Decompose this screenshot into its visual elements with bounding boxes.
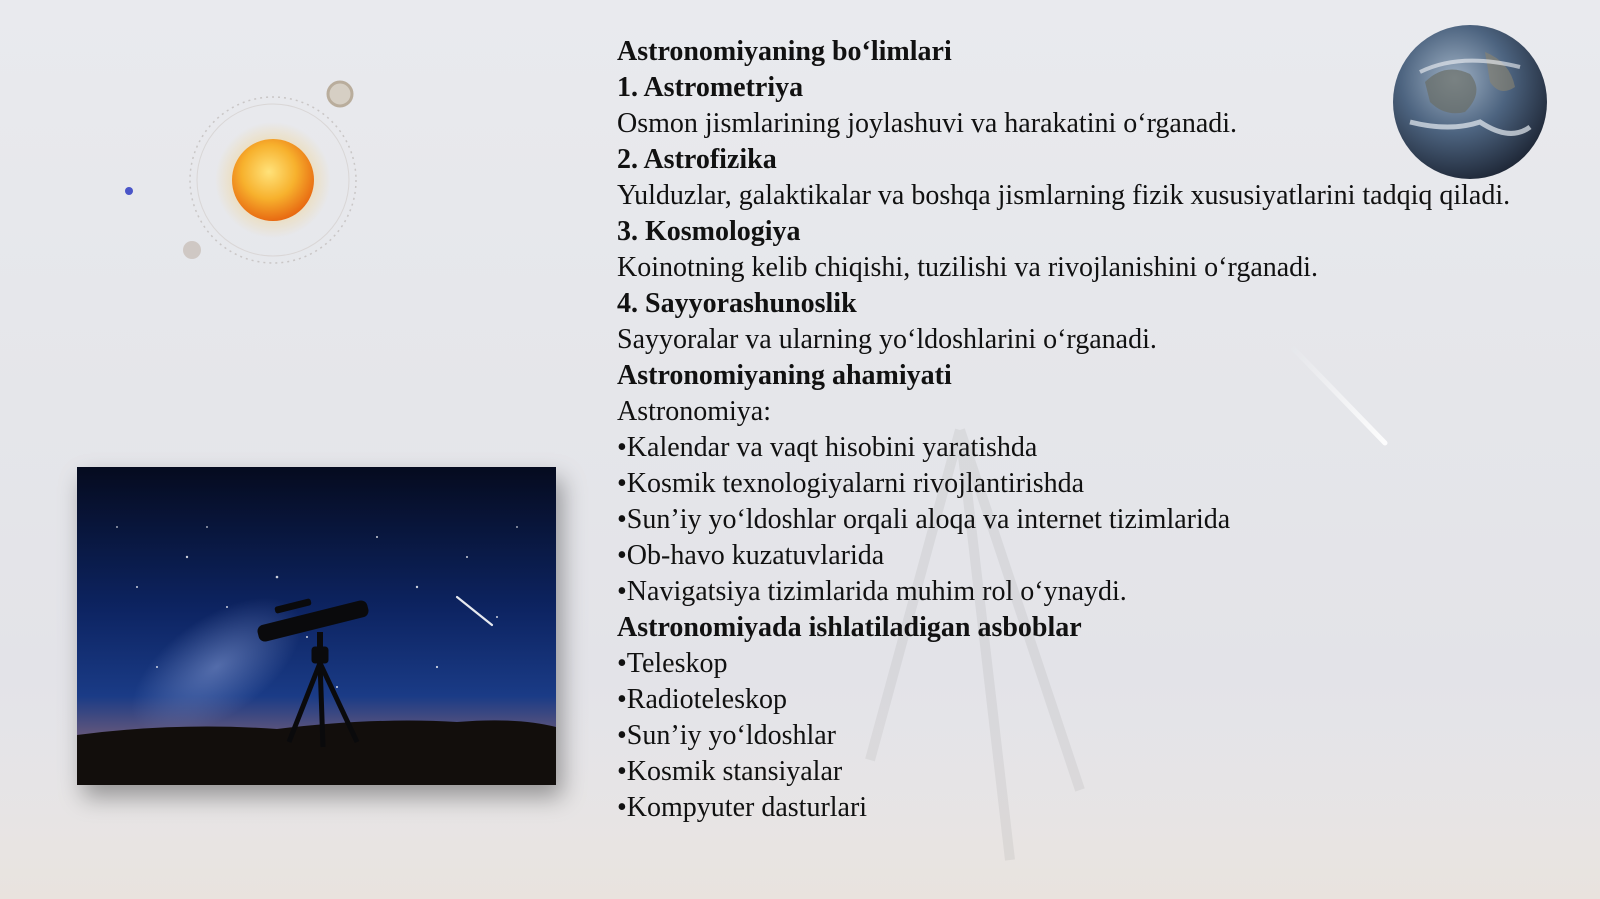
list-item: •Sun’iy yo‘ldoshlar [617, 720, 837, 751]
section-heading: Astronomiyaning bo‘limlari [617, 36, 952, 67]
paragraph: Sayyoralar va ularning yo‘ldoshlarini o‘rganadi. [617, 324, 1157, 355]
section-heading: Astronomiyada ishlatiladigan asboblar [617, 612, 1082, 643]
slide-text [617, 34, 1587, 826]
subheading: 3. Kosmologiya [617, 216, 801, 247]
list-item: •Ob-havo kuzatuvlarida [617, 540, 885, 571]
subheading: 1. Astrometriya [617, 72, 804, 103]
section-heading: Astronomiyaning ahamiyati [617, 360, 952, 391]
list-item: •Sun’iy yo‘ldoshlar orqali aloqa va internet tizimlarida [617, 504, 1231, 535]
sun-icon [232, 139, 314, 221]
list-item: •Teleskop [617, 648, 728, 679]
solar-system-icon [110, 60, 380, 280]
list-item: •Navigatsiya tizimlarida muhim rol o‘ynaydi. [617, 576, 1127, 607]
paragraph: Koinotning kelib chiqishi, tuzilishi va rivojlanishini o‘rganadi. [617, 252, 1318, 283]
subheading: 2. Astrofizika [617, 144, 777, 175]
list-item: •Kompyuter dasturlari [617, 792, 868, 823]
blue-star-icon [125, 187, 133, 195]
small-planet-icon [183, 241, 201, 259]
list-item: •Kalendar va vaqt hisobini yaratishda [617, 432, 1038, 463]
paragraph: Yulduzlar, galaktikalar va boshqa jismlarning fizik xususiyatlarini tadqiq qiladi. [617, 180, 1511, 211]
paragraph: Astronomiya: [617, 396, 771, 427]
list-item: •Radioteleskop [617, 684, 787, 715]
telescope-photo [77, 467, 556, 785]
moon-icon [328, 82, 352, 106]
list-item: •Kosmik stansiyalar [617, 756, 843, 787]
list-item: •Kosmik texnologiyalarni rivojlantirishda [617, 468, 1085, 499]
paragraph: Osmon jismlarining joylashuvi va harakatini o‘rganadi. [617, 108, 1238, 139]
subheading: 4. Sayyorashunoslik [617, 288, 857, 319]
